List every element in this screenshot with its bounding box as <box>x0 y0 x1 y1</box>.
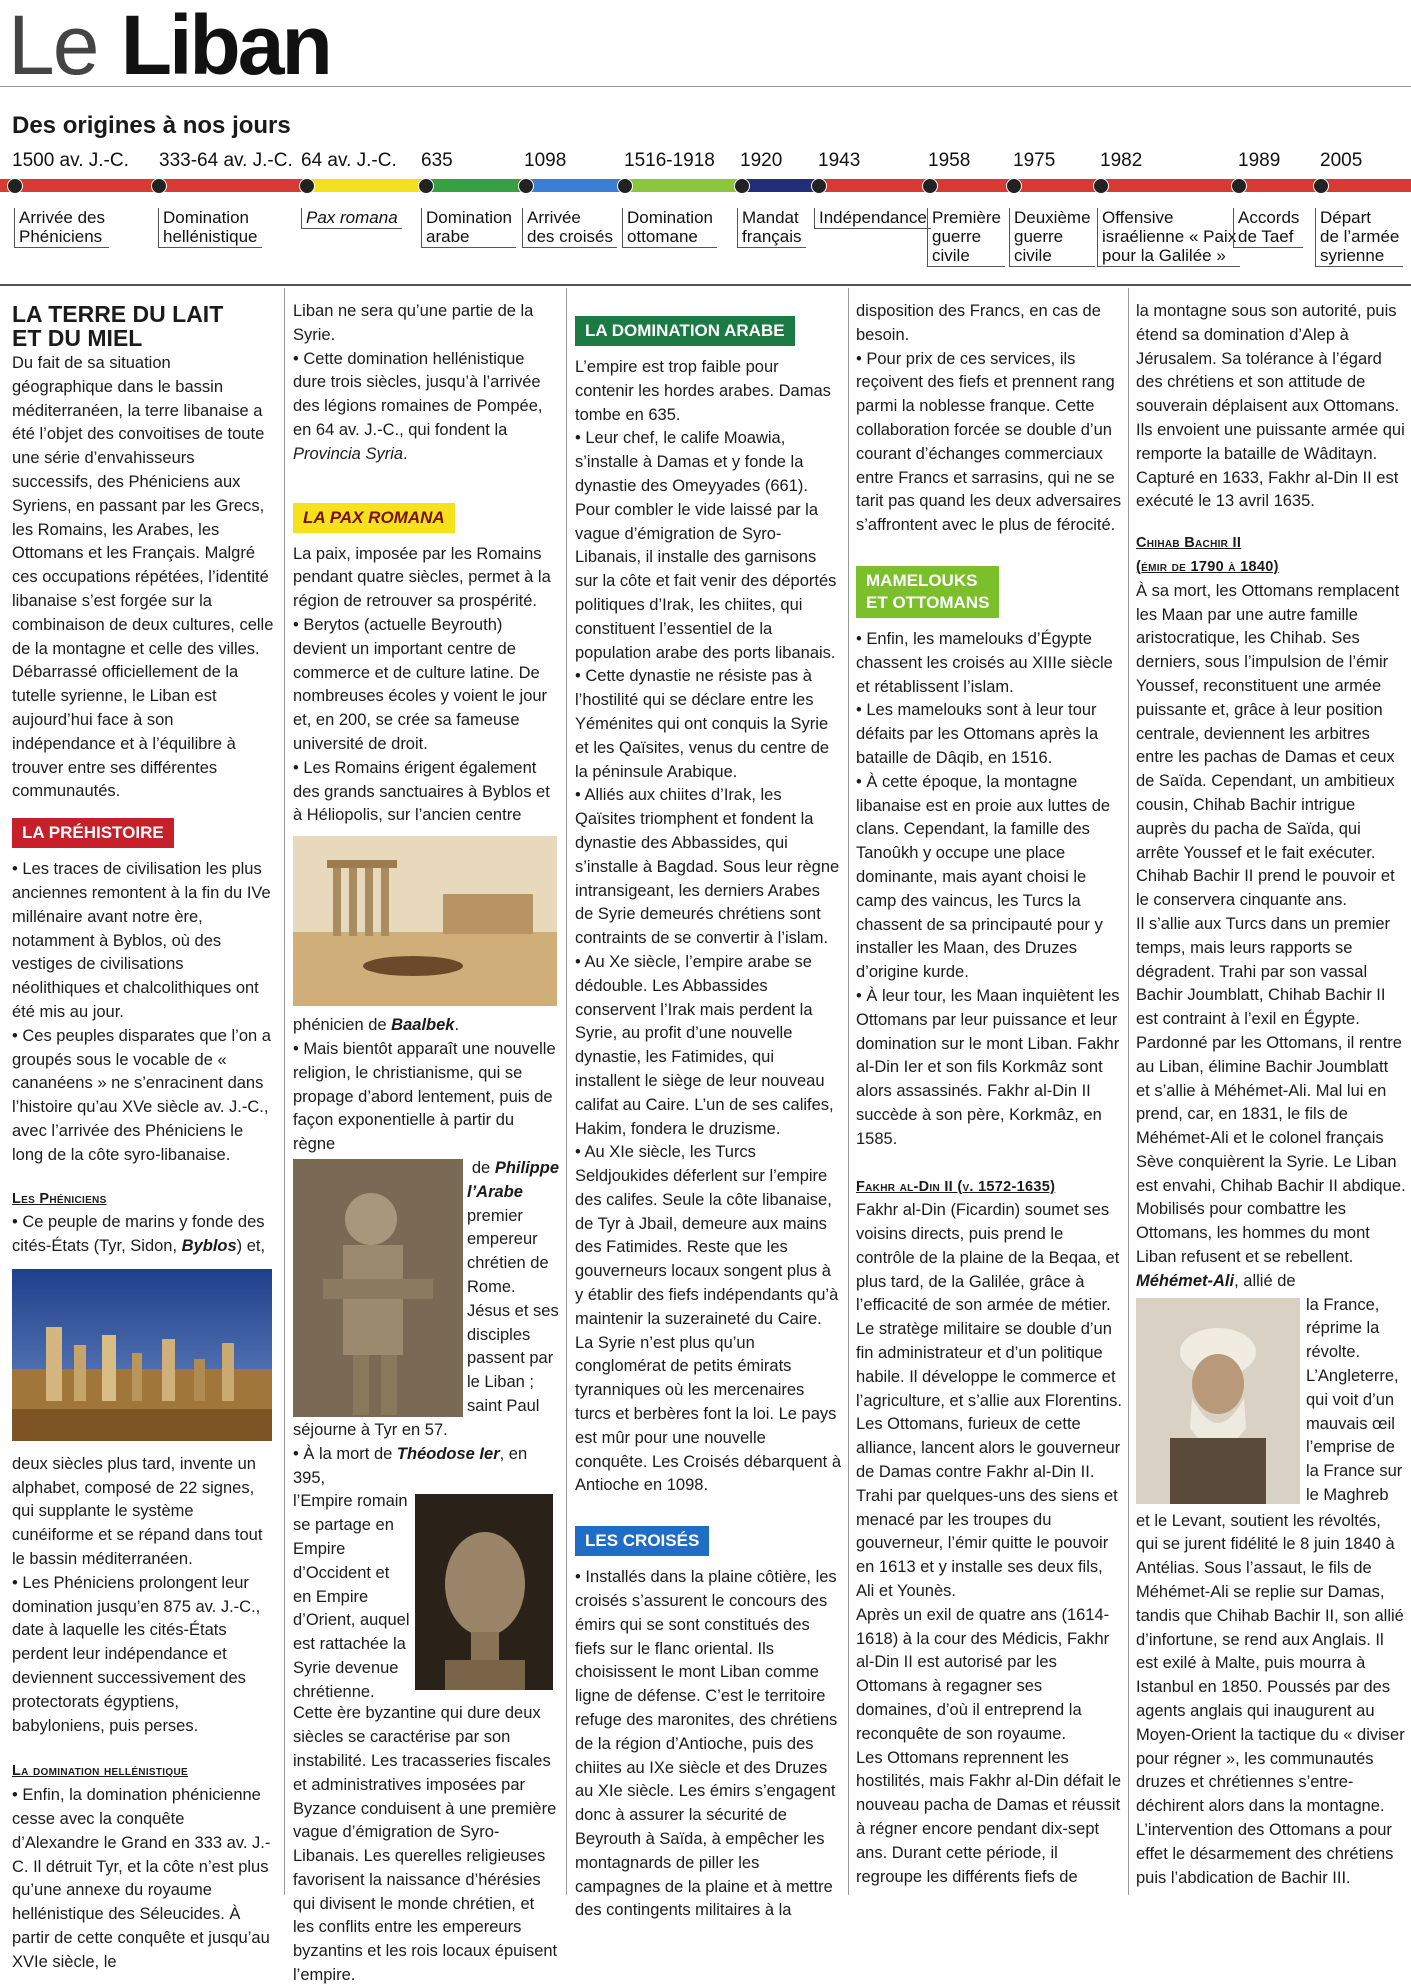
mehemet-wrap <box>1136 1294 1406 1510</box>
timeline-year: 1500 av. J.-C. <box>12 150 129 171</box>
paragraph: Fakhr al-Din (Ficardin) soumet ses voisins directs, puis prend le contrôle de la plaine de la Beqaa, et plus tard, de la Galilée, grâce à l’efficacité de son armée de métier. Le stratège militaire se double d’un fin administrateur et d’un politique habile. Il développe le commerce et l’agriculture, et s’allie aux Florentins. Les Ottomans, furieux de cette alliance, lancent alors le gouverneur de Damas contre Fakhr al-Din II. Trahi par quelques-uns des siens et menacé par les troupes du gouverneur, l’émir quitte le pouvoir en 1613 et y installe ses deux fils, Ali et Younès. <box>856 1201 1122 1601</box>
paragraph: • Berytos (actuelle Beyrouth) devient un important centre de commerce et de culture latine. De nombreuses écoles y voient le jour et, en 200, se crée sa fameuse université de droit. <box>293 615 548 753</box>
timeline <box>0 148 1411 288</box>
timeline-segment-yellow <box>304 179 424 192</box>
timeline-year: 1943 <box>818 150 861 171</box>
paragraph: • Installés dans la plaine côtière, les croisés s’assurent le concours des émirs qui se sont constitués des fiefs sur le flanc oriental. Ils choisissent le mont Liban comme ligne de défense. C’est le territoire refuge des maronites, des chrétiens de la région d’Antioche, puis des chiites au IXe siècle et des Druzes au XIe siècle. Les émirs s’engagent donc à assurer la sécurité de Beyrouth à Saïda, à empêcher les montagnards de piller les campagnes de la plaine et à mettre des contingents militaires à la <box>575 1568 838 1920</box>
paragraph: • Alliés aux chiites d’Irak, les Qaïsites triomphent et fondent la dynastie des Abbassides, qui s’installe à Bagdad. Sous leur règne intransigeant, les derniers Arabes de Syrie demeurés chrétiens sont contraints de se convertir à l’islam. <box>575 786 840 948</box>
paragraph: la montagne sous son autorité, puis étend sa domination d’Alep à Jérusalem. Sa tolérance à l’égard des chrétiens et son attitude de souverain déplaisent aux Ottomans. Ils envoient une puissante armée qui remporte la bataille de Wâditayn. Capturé en 1633, Fakhr al-Din II est exécuté le 13 avril 1635. <box>1136 302 1405 511</box>
page-rule <box>0 284 1411 286</box>
paragraph: • Les mamelouks sont à leur tour défaits par les Ottomans après la bataille de Dâqib, en 1516. <box>856 701 1099 767</box>
timeline-year: 635 <box>421 150 453 171</box>
philippe-relief-photo <box>293 1159 463 1417</box>
paragraph: • Cette dynastie ne résiste pas à l’hostilité qui se déclare entre les Yéménites qui ont conquis la Syrie et les Qaïsites, venus du centre de la péninsule Arabique. <box>575 667 830 781</box>
section-box-croises: LES CROISÉS <box>575 1526 709 1556</box>
paragraph: • Les Phéniciens prolongent leur domination jusqu’en 875 av. J.-C., date à laquelle les cités-États perdent leur indépendance et deviennent successivement des protectorats égyptiens, babyloniens, puis perses. <box>12 1573 261 1735</box>
title-le: Le <box>8 0 98 92</box>
column-1 <box>12 300 276 1975</box>
paragraph: et le Levant, soutient les révoltés, qui se jurent fidélité le 8 juin 1840 à Antélias. Sous l’assaut, le fils de Méhémet-Ali se replie sur Damas, tandis que Chihab Bachir II, son allié d’infortune, se rend aux Anglais. Il est exilé à Malte, puis mourra à Istanbul en 1850. Poussés par des agents anglais qui inaugurent au Moyen-Orient la tactique du « diviser pour régner », les communautés druzes et chrétiennes s’entre-déchirent alors dans la montagne. L’intervention des Ottomans a pour effet le désarmement des chrétiens puis l’abdication de Bachir III. <box>1136 1511 1405 1887</box>
subheading-pheniciens: Les Phéniciens <box>12 1190 107 1207</box>
timeline-segment-green <box>424 179 522 192</box>
paragraph: Il s’allie aux Turcs dans un premier temps, mais leurs rapports se dégradent. Trahi par son vassal Bachir Joumblatt, Chihab Bachir II est contraint à l’exil en Égypte. Pardonné par les Ottomans, il rentre au Liban, élimine Bachir Joumblatt et s’allie à Méhémet-Ali. Mal lui en prend, car, en 1831, le fils de Méhémet-Ali et le colonel français Sève conquièrent la Syrie. Le Liban est envahi, Chihab Bachir II abdique. Mobilisés pour combattre les Ottomans, les hommes du mont Liban refusent et se rebellent. Méhémet-Ali, allié de <box>1136 914 1406 1290</box>
byblos-photo <box>12 1269 272 1441</box>
timeline-year: 1516-1918 <box>624 150 715 171</box>
paragraph: • Enfin, la domination phénicienne cesse avec la conquête d’Alexandre le Grand en 333 av. J.-C. Il détruit Tyr, et la côte n’est plus qu’une annexe du royaume hellénistique des Séleucides. À partir de cette conquête et jusqu’au XVIe siècle, le <box>12 1786 271 1971</box>
paragraph: • Les traces de civilisation les plus anciennes remontent à la fin du IVe millénaire avant notre ère, notamment à Byblos, où des vestiges de civilisations néolithiques et chalcolithiques ont été mis au jour. <box>12 860 271 1021</box>
bust-image <box>415 1494 553 1690</box>
column-4 <box>856 300 1122 1889</box>
timeline-marker <box>617 178 633 194</box>
timeline-marker <box>1006 178 1022 194</box>
column-5 <box>1136 300 1406 1890</box>
timeline-year: 1920 <box>740 150 783 171</box>
timeline-event: Domination hellénistique <box>158 208 262 248</box>
paragraph: • Mais bientôt apparaît une nouvelle religion, le christianisme, qui se propage d’abord lentement, puis de façon exponentielle à partir du règne <box>293 1039 556 1154</box>
theodose-text: l’Empire romain se partage en Empire d’Occident et en Empire d’Orient, auquel est rattachée la Syrie devenue chrétienne. <box>293 1492 410 1701</box>
mehemet-text: la France, réprime la révolte. L’Angleterre, qui voit d’un mauvais œil l’emprise de la France sur le Maghreb <box>1306 1295 1403 1505</box>
timeline-event: Accords de Taef <box>1233 208 1303 248</box>
timeline-segment-lightgreen <box>622 179 738 192</box>
subheading-hellenistique: La domination hellénistique <box>12 1763 188 1780</box>
timeline-marker <box>418 178 434 194</box>
timeline-year: 64 av. J.-C. <box>301 150 397 171</box>
paragraph: À sa mort, les Ottomans remplacent les Maan par une autre famille aristocratique, les Chihab. Ses derniers, sous l’impulsion de l’émir Youssef, reconstituent une armée puissante et, grâce à leur position centrale, deviennent les arbitres entre les pachas de Damas et ceux de Saïda. Cependant, un ambitieux cousin, Chihab Bachir intrigue auprès du pacha de Saïda, qui arrête Youssef et le fait exécuter. Chihab Bachir II prend le pouvoir et le conservera cinquante ans. <box>1136 581 1400 910</box>
section-heading: LA TERRE DU LAIT ET DU MIEL <box>12 301 224 351</box>
timeline-event: Départ de l’armée syrienne <box>1315 208 1403 267</box>
section-box-prehistoire: LA PRÉHISTOIRE <box>12 818 174 848</box>
timeline-event: Arrivée des croisés <box>522 208 617 248</box>
baalbek-photo <box>293 836 557 1006</box>
timeline-segment-blue <box>522 179 622 192</box>
intro-text: Du fait de sa situation géographique dans le bassin méditerranéen, la terre libanaise a été l’objet des convoitises de toute une série d’envahisseurs successifs, des Phéniciens aux Syriens, en passant par les Grecs, les Romains, les Arabes, les Ottomans et les Français. Malgré ces occupations répétées, l’identité libanaise s’est forgée sur la combinaison de deux cultures, celle de la montagne et celle des villes. Débarrassé officiellement de la tutelle syrienne, le Liban est aujourd’hui face à son indépendance et à l’équilibre à trouver entre ses différentes communautés. <box>12 354 274 801</box>
paragraph: • À leur tour, les Maan inquiètent les Ottomans par leur puissance et leur domination sur le mont Liban. Fakhr al-Din Ier et son fils Korkmâz sont alors assassinés. Fakhr al-Din II succède à son père, Korkmâz, en 1585. <box>856 986 1120 1148</box>
philippe-text: de Philippe l’Arabe premier empereur chrétien de Rome. Jésus et ses disciples passent par le Liban ; saint Paul <box>467 1158 559 1415</box>
title-liban: Liban <box>120 0 330 92</box>
timeline-event: Arrivée des Phéniciens <box>14 208 109 248</box>
mehemet-ali-portrait <box>1136 1298 1300 1504</box>
section-box-domination-arabe: LA DOMINATION ARABE <box>575 316 795 346</box>
column-separator <box>284 288 285 1895</box>
paragraph: séjourne à Tyr en 57. <box>293 1420 448 1439</box>
timeline-event: Indépendance <box>814 208 931 229</box>
column-2 <box>293 300 559 1988</box>
timeline-year: 1958 <box>928 150 971 171</box>
column-separator <box>566 288 567 1895</box>
section-box-pax-romana: LA PAX ROMANA <box>293 503 455 533</box>
paragraph: La paix, imposée par les Romains pendant quatre siècles, permet à la région de retrouver sa prospérité. <box>293 544 551 611</box>
timeline-event: Domination arabe <box>421 208 516 248</box>
philippe-wrap <box>293 1157 559 1419</box>
theodose-wrap <box>293 1490 559 1702</box>
paragraph: deux siècles plus tard, invente un alphabet, composé de 22 signes, qui supplante le système cunéiforme et se répand dans tout le bassin méditerranéen. <box>12 1454 263 1569</box>
paragraph: Cette ère byzantine qui dure deux siècles se caractérise par son instabilité. Les tracasseries fiscales et administratives imposées par Byzance conduisent à une première vague d’émigration de Syro-Libanais. Les querelles religieuses favorisent la naissance d’hérésies qui divisent le monde chrétien, et les conflits entre les empereurs byzantins et les rois locaux épuisent l’empire. <box>293 1704 558 1985</box>
timeline-marker <box>922 178 938 194</box>
timeline-marker <box>518 178 534 194</box>
paragraph: • Ce peuple de marins y fonde des cités-États (Tyr, Sidon, Byblos) et, <box>12 1213 266 1256</box>
timeline-year: 1982 <box>1100 150 1143 171</box>
timeline-marker <box>299 178 315 194</box>
portrait-image <box>1136 1298 1300 1504</box>
timeline-year: 1989 <box>1238 150 1281 171</box>
timeline-event: Offensive israélienne « Paix pour la Galilée » <box>1097 208 1240 267</box>
timeline-event: Première guerre civile <box>927 208 1005 267</box>
subheading-fakhr: Fakhr al-Din II (v. 1572-1635) <box>856 1178 1056 1195</box>
subtitle: Des origines à nos jours <box>12 112 291 139</box>
paragraph: • Enfin, les mamelouks d’Égypte chassent les croisés au XIIIe siècle et rétablissent l’islam. <box>856 629 1113 696</box>
timeline-year: 333-64 av. J.-C. <box>159 150 293 171</box>
paragraph: phénicien de Baalbek. <box>293 1016 460 1035</box>
paragraph: • Leur chef, le calife Moawia, s’installe à Damas et y fonde la dynastie des Omeyyades (661). Pour combler le vide laissé par la vague d’émigration de Syro-Libanais, il installe des garnisons sur la côte et fait venir des déportés politiques d’Irak, les chiites, qui constituent l’essentiel de la population arabe des ports libanais. <box>575 429 837 662</box>
timeline-marker <box>1093 178 1109 194</box>
timeline-marker <box>734 178 750 194</box>
timeline-marker <box>811 178 827 194</box>
paragraph: • À cette époque, la montagne libanaise est en proie aux luttes de clans. Cependant, la famille des Tanoûkh y occupe une place dominante, mais ayant choisi le camp des vaincus, les Turcs la chassent de sa principauté pour y installer les Maan, des Druzes d’origine kurde. <box>856 772 1111 982</box>
timeline-event: Deuxième guerre civile <box>1009 208 1095 267</box>
timeline-event: Mandat français <box>737 208 806 248</box>
timeline-year: 1975 <box>1013 150 1056 171</box>
paragraph: • À la mort de Théodose Ier, en 395, <box>293 1444 528 1487</box>
timeline-year: 2005 <box>1320 150 1363 171</box>
timeline-marker <box>151 178 167 194</box>
timeline-marker <box>7 178 23 194</box>
theodose-bust-photo <box>415 1494 553 1690</box>
timeline-event: Domination ottomane <box>622 208 717 248</box>
column-separator <box>848 288 849 1895</box>
byblos-image <box>12 1269 272 1441</box>
timeline-year: 1098 <box>524 150 567 171</box>
paragraph: • Pour prix de ces services, ils reçoivent des fiefs et prennent rang parmi la noblesse franque. Cette collaboration forcée se double d’un courant d’échanges commerciaux entre Francs et sarrasins, qui ne se tarit pas quand les deux adversaires s’affrontent avec le plus de férocité. <box>856 349 1122 535</box>
roman-relief-image <box>293 1159 463 1417</box>
paragraph: Après un exil de quatre ans (1614-1618) à la cour des Médicis, Fakhr al-Din II est autorisé par les Ottomans à regagner ses domaines, d’où il entreprend la reconquête de son royaume. <box>856 1605 1110 1743</box>
paragraph: • Ces peuples disparates que l’on a groupés sous le vocable de « cananéens » ne s’enracinent dans l’histoire qu’au XVe siècle av. J.-C., avec l’arrivée des Phéniciens le long de la côte syro-libanaise. <box>12 1026 271 1164</box>
paragraph: Liban ne sera qu’une partie de la Syrie. <box>293 302 534 344</box>
paragraph: • Les Romains érigent également des grands sanctuaires à Byblos et à Héliopolis, sur l’ancien centre <box>293 758 550 825</box>
paragraph: • Au XIe siècle, les Turcs Seldjoukides déferlent sur l’empire des califes. Seule la côte libanaise, de Tyr à Jbail, demeure aux mains des Fatimides. Reste que les gouverneurs locaux songent plus à y établir des fiefs indépendants qu’à maintenir la suzeraineté du Caire. La Syrie n’est plus qu’un conglomérat de petits émirats tyranniques où les mercenaires turcs et berbères font la loi. Le pays est mûr pour une nouvelle conquête. Les Croisés débarquent à Antioche en 1098. <box>575 1143 842 1495</box>
subheading-chihab: Chihab Bachir II (émir de 1790 à 1840) <box>1136 535 1279 575</box>
title-rule <box>0 86 1411 87</box>
timeline-marker <box>1313 178 1329 194</box>
paragraph: disposition des Francs, en cas de besoin. <box>856 302 1101 344</box>
paragraph: L’empire est trop faible pour contenir les hordes arabes. Damas tombe en 635. <box>575 358 831 424</box>
column-3 <box>575 300 841 1923</box>
section-box-mamelouks: MAMELOUKS ET OTTOMANS <box>856 566 999 618</box>
page-title <box>8 0 330 92</box>
paragraph: Les Ottomans reprennent les hostilités, mais Fakhr al-Din défait le nouveau pacha de Damas et réussit à régner encore pendant dix-sept ans. Durant cette période, il regroupe les différents fiefs de <box>856 1748 1122 1886</box>
timeline-marker <box>1231 178 1247 194</box>
timeline-event: Pax romana <box>301 208 402 229</box>
paragraph: • Cette domination hellénistique dure trois siècles, jusqu’à l’arrivée des légions romaines de Pompée, en 64 av. J.-C., qui fondent la Provincia Syria. <box>293 349 543 463</box>
column-separator <box>1128 288 1129 1895</box>
paragraph: • Au Xe siècle, l’empire arabe se dédouble. Les Abbassides conservent l’Irak mais perdent la Syrie, au profit d’une nouvelle dynastie, les Fatimides, qui installent le siège de leur nouveau califat au Caire. L’un de ses califes, Hakim, fondera le druzisme. <box>575 952 834 1138</box>
baalbek-image <box>293 836 557 1006</box>
